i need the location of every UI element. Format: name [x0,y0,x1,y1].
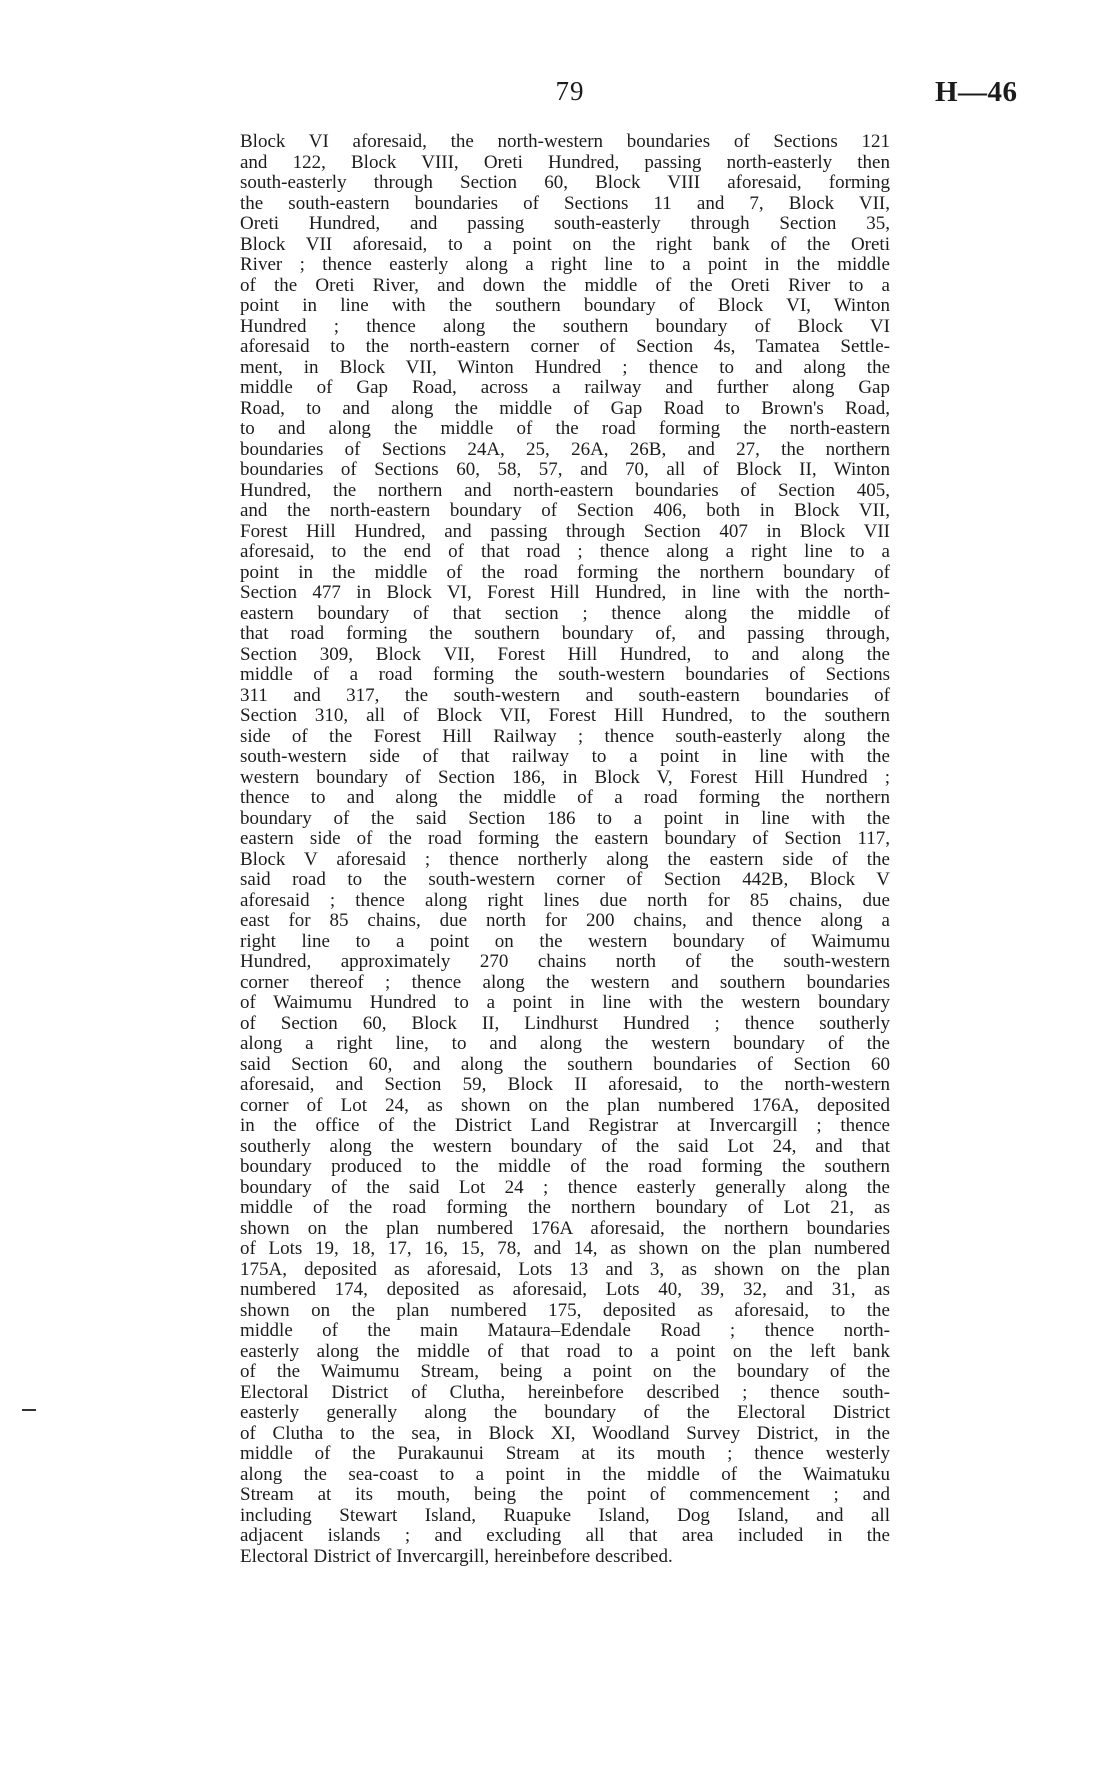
body-line: boundary of the said Section 186 to a point in line with the [240,807,890,829]
body-line: easterly along the middle of that road to a point on the left bank [240,1340,890,1362]
body-line: of Clutha to the sea, in Block XI, Woodland Survey District, in the [240,1422,890,1444]
body-line: Block V aforesaid ; thence northerly along the eastern side of the [240,848,890,870]
body-line: 311 and 317, the south-western and south-eastern boundaries of [240,684,890,706]
body-line: corner of Lot 24, as shown on the plan numbered 176A, deposited [240,1094,890,1116]
body-line: middle of Gap Road, across a railway and further along Gap [240,377,890,398]
body-line: shown on the plan numbered 176A aforesaid, the northern boundaries [240,1217,890,1239]
body-line: right line to a point on the western boundary of Waimumu [240,930,890,952]
body-line: east for 85 chains, due north for 200 chains, and thence along a [240,910,890,931]
body-line: numbered 174, deposited as aforesaid, Lots 40, 39, 32, and 31, as [240,1279,890,1300]
body-line: adjacent islands ; and excluding all that area included in the [240,1525,890,1546]
body-line: Hundred, the northern and north-eastern boundaries of Section 405, [240,479,890,501]
body-line: south-western side of that railway to a point in line with the [240,746,890,767]
body-line: easterly generally along the boundary of the Electoral District [240,1402,890,1423]
body-line: 175A, deposited as aforesaid, Lots 13 and 3, as shown on the plan [240,1258,890,1280]
body-line: aforesaid, to the end of that road ; thence along a right line to a [240,541,890,562]
body-line: western boundary of Section 186, in Block V, Forest Hill Hundred ; [240,766,890,788]
body-line: the south-eastern boundaries of Sections 11 and 7, Block VII, [240,192,890,214]
body-line: Section 310, all of Block VII, Forest Hill Hundred, to the southern [240,705,890,726]
body-line: middle of the main Mataura–Edendale Road ; thence north- [240,1320,890,1341]
body-line: of the Oreti River, and down the middle of the Oreti River to a [240,274,890,296]
body-line: Electoral District of Clutha, hereinbefore described ; thence south- [240,1381,890,1403]
body-line: point in the middle of the road forming the northern boundary of [240,561,890,583]
body-line: aforesaid to the north-eastern corner of Section 4s, Tamatea Settle- [240,336,890,357]
body-line: middle of the road forming the northern boundary of Lot 21, as [240,1197,890,1218]
body-line: of Lots 19, 18, 17, 16, 15, 78, and 14, as shown on the plan numbered [240,1238,890,1259]
body-line: boundaries of Sections 60, 58, 57, and 70, all of Block II, Winton [240,459,890,480]
body-line: to and along the middle of the road forming the north-eastern [240,418,890,439]
body-line: including Stewart Island, Ruapuke Island, Dog Island, and all [240,1504,890,1526]
document-reference: H—46 [935,76,1018,108]
margin-mark [22,1409,36,1411]
page-number: 79 [555,76,585,106]
body-line: thence to and along the middle of a road forming the northern [240,787,890,808]
body-line: Hundred ; thence along the southern boundary of Block VI [240,315,890,337]
body-line: that road forming the southern boundary of, and passing through, [240,623,890,644]
body-line: Block VI aforesaid, the north-western boundaries of Sections 121 [240,131,890,152]
body-line: of Section 60, Block II, Lindhurst Hundred ; thence southerly [240,1012,890,1034]
body-line: aforesaid ; thence along right lines due north for 85 chains, due [240,889,890,911]
body-line: boundary produced to the middle of the road forming the southern [240,1156,890,1177]
body-line: corner thereof ; thence along the western and southern boundaries [240,971,890,993]
body-line: Section 477 in Block VI, Forest Hill Hundred, in line with the north- [240,582,890,603]
body-line: of the Waimumu Stream, being a point on the boundary of the [240,1361,890,1382]
body-line: Section 309, Block VII, Forest Hill Hundred, to and along the [240,643,890,665]
body-line: said Section 60, and along the southern boundaries of Section 60 [240,1053,890,1075]
body-text [240,132,890,1567]
body-line: along a right line, to and along the western boundary of the [240,1033,890,1054]
body-line: point in line with the southern boundary of Block VI, Winton [240,295,890,316]
body-line: middle of the Purakaunui Stream at its mouth ; thence westerly [240,1443,890,1464]
body-line: and the north-eastern boundary of Section 406, both in Block VII, [240,500,890,521]
body-line: in the office of the District Land Registrar at Invercargill ; thence [240,1115,890,1136]
body-line: southerly along the western boundary of the said Lot 24, and that [240,1135,890,1157]
body-line: Forest Hill Hundred, and passing through Section 407 in Block VII [240,520,890,542]
body-line: middle of a road forming the south-western boundaries of Sections [240,664,890,685]
body-line: Oreti Hundred, and passing south-easterly through Section 35, [240,213,890,234]
body-line: eastern boundary of that section ; thence along the middle of [240,602,890,624]
body-line: and 122, Block VIII, Oreti Hundred, passing north-easterly then [240,151,890,173]
body-line: ment, in Block VII, Winton Hundred ; thence to and along the [240,356,890,378]
body-line: boundary of the said Lot 24 ; thence easterly generally along the [240,1176,890,1198]
body-line: south-easterly through Section 60, Block VIII aforesaid, forming [240,172,890,193]
body-line: Road, to and along the middle of Gap Road to Brown's Road, [240,397,890,419]
body-line: shown on the plan numbered 175, deposited as aforesaid, to the [240,1299,890,1321]
body-line: Electoral District of Invercargill, hereinbefore described. [240,1545,673,1567]
body-line: River ; thence easterly along a right line to a point in the middle [240,254,890,275]
body-line: eastern side of the road forming the eastern boundary of Section 117, [240,828,890,849]
body-line: Stream at its mouth, being the point of commencement ; and [240,1484,890,1505]
body-line: aforesaid, and Section 59, Block II aforesaid, to the north-western [240,1074,890,1095]
body-line: side of the Forest Hill Railway ; thence south-easterly along the [240,725,890,747]
body-line: of Waimumu Hundred to a point in line with the western boundary [240,992,890,1013]
body-line: boundaries of Sections 24A, 25, 26A, 26B, and 27, the northern [240,438,890,460]
body-line: said road to the south-western corner of Section 442B, Block V [240,869,890,890]
body-line: along the sea-coast to a point in the middle of the Waimatuku [240,1463,890,1485]
body-line: Hundred, approximately 270 chains north of the south-western [240,951,890,972]
body-line: Block VII aforesaid, to a point on the right bank of the Oreti [240,233,890,255]
